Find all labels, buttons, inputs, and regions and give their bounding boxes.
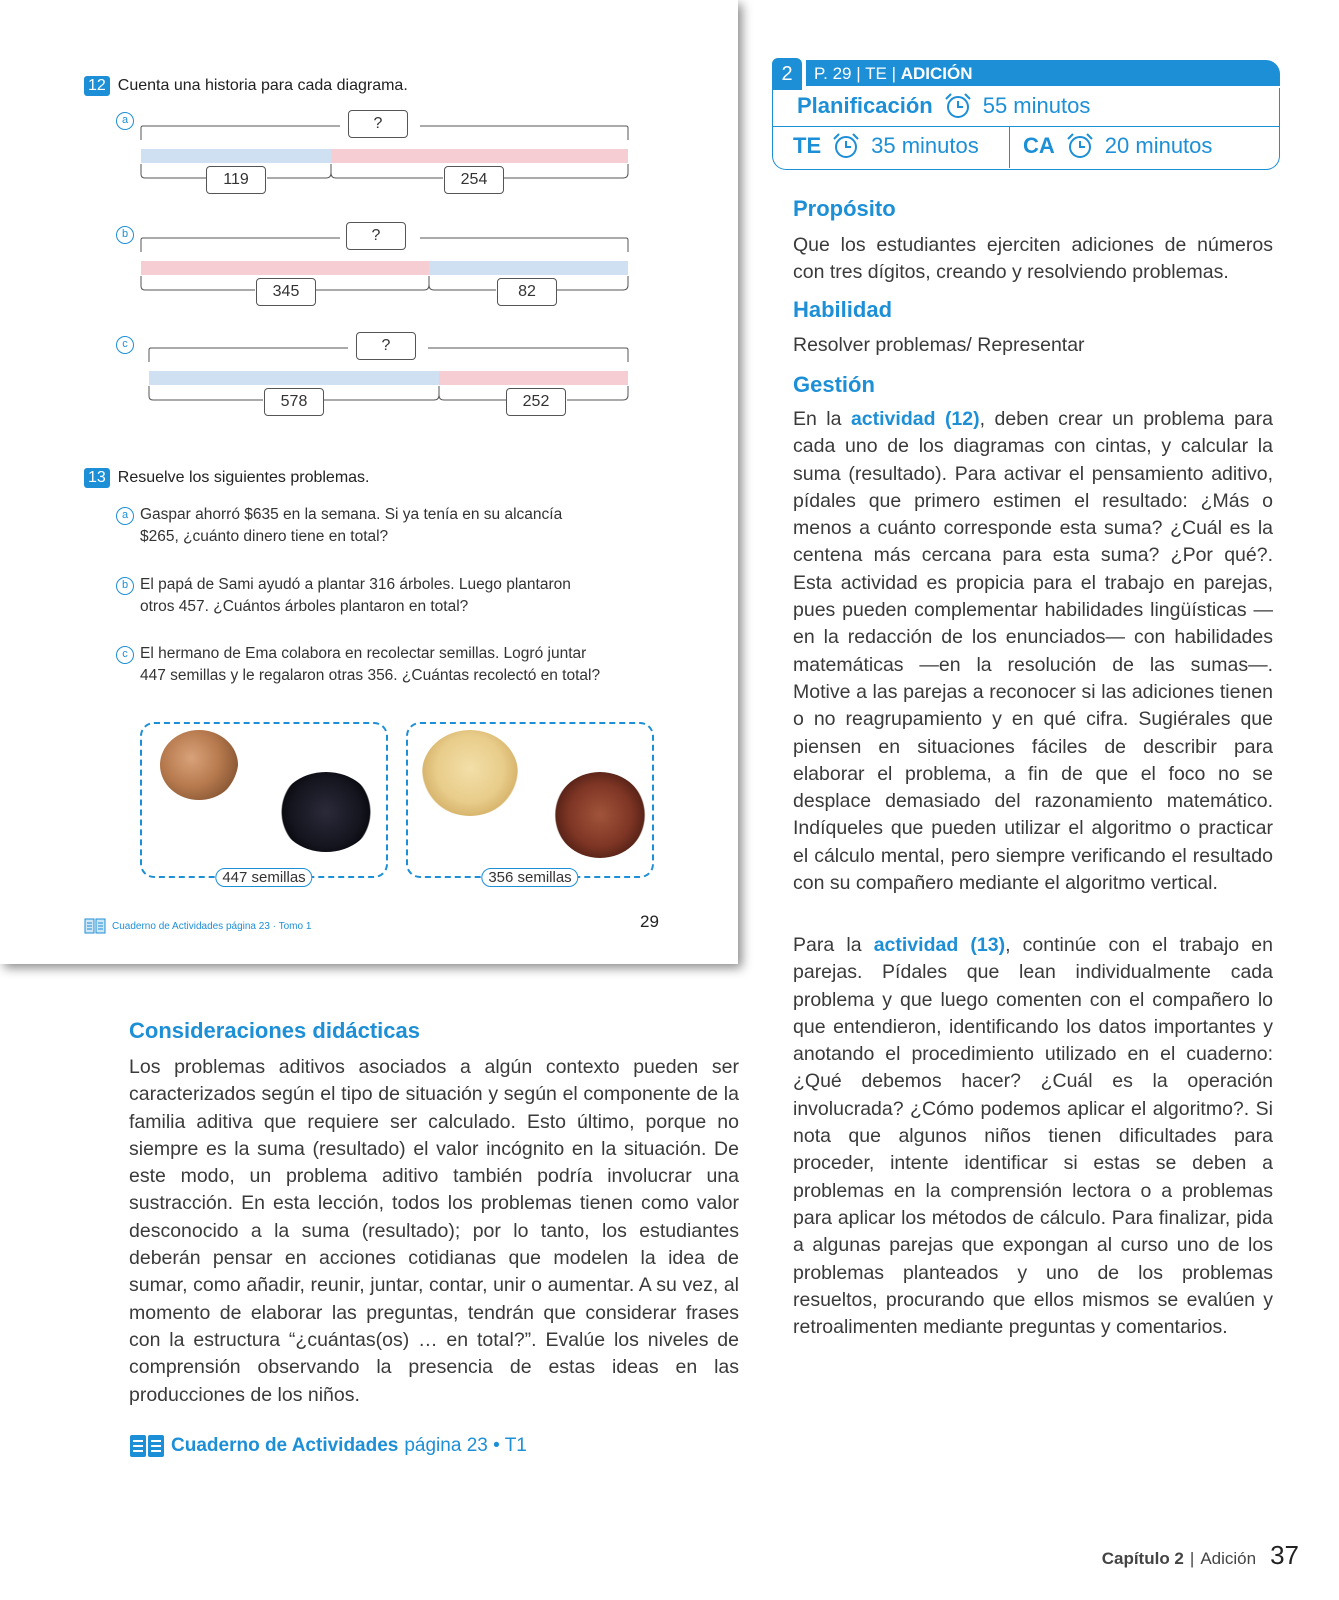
header-te: TE xyxy=(865,64,887,83)
ca-time-cell xyxy=(1023,132,1212,160)
gestion-heading: Gestión xyxy=(793,372,875,397)
tape-segment-right xyxy=(429,261,628,275)
chapter-footer xyxy=(1102,1540,1299,1571)
diagram-letter: c xyxy=(116,336,134,354)
text-run: , continúe con el trabajo en parejas. Pídales que lean individualmente cada problema y que luego comenten con el compañero lo que entendieron, identificando los datos importantes y anotando el procedimiento utilizado en el cuaderno: ¿Qué debemos hacer? ¿Cuál es la operación involucrada? ¿Cómo podemos aplicar el algoritmo?. Si nota que algunos niños tienen dificultades para proceder, intente identificar si estas se deben a problemas en la comprensión lectora o a problemas para aplicar los métodos de cálculo. Para finalizar, pida a algunas parejas que expongan al curso uno de los problemas planteados y uno de los problemas resueltos, procurando que ellos mismos se evalúen y retroalimenten mediante preguntas y comentarios. xyxy=(793,934,1273,1339)
black-bean-seeds-image xyxy=(278,772,374,852)
chickpea-seeds-image xyxy=(422,730,518,816)
tape-diagram-c xyxy=(148,334,638,414)
problem-b xyxy=(116,574,676,618)
planificacion-label: Planificación xyxy=(797,93,933,118)
lesson-header: P. 29 | TE | ADICIÓN xyxy=(806,60,1280,86)
gestion-paragraph-2 xyxy=(793,932,1273,1341)
book-icon xyxy=(84,918,106,934)
total-unknown-box: ? xyxy=(356,332,416,360)
activity-title: Cuenta una historia para cada diagrama. xyxy=(117,77,408,94)
tape-segment-left xyxy=(149,371,439,385)
grid-divider xyxy=(1009,126,1010,168)
problem-line: Gaspar ahorró $635 en la semana. Si ya tenía en su alcancía xyxy=(140,506,563,523)
activity-13-heading xyxy=(84,468,369,488)
problem-letter: b xyxy=(116,577,134,595)
tape-segment-left xyxy=(141,261,429,275)
tape-segment-left xyxy=(141,149,331,163)
problem-a xyxy=(116,504,676,548)
text-run: Para la xyxy=(793,934,874,956)
problem-line: El papá de Sami ayudó a plantar 316 árboles. Luego plantaron xyxy=(140,576,571,593)
activity-12-heading xyxy=(84,76,408,96)
seeds-photo-frame-1 xyxy=(140,722,388,886)
planificacion-time: 55 minutos xyxy=(982,93,1091,118)
proposito-text: Que los estudiantes ejerciten adiciones de números con tres dígitos, creando y resolviendo problemas. xyxy=(793,234,1273,284)
total-unknown-box: ? xyxy=(346,222,406,250)
tape-diagram-b xyxy=(140,224,630,304)
text-run: , deben crear un problema para cada uno de los diagramas con cintas, y calcular la suma (resultado). Para activar el pensamiento aditivo, pídales que primero estimen el resultado: ¿Más o menos a cuánto corresponde esta suma? ¿Cuál es la centena más cercana para esta suma? ¿Por qué?. Esta actividad es propicia para el trabajo en parejas, pues pueden complementar habilidades lingüísticas —en la redacción de los enunciados— con habilidades matemáticas —en la resolución de las sumas—. Motive a las parejas a reconocer si las adiciones tienen o no reagrupamiento y en qué cifra. Sugiérales que piensen en situaciones fáciles de describir para elaborar el problema, a fin de que el foco no se desplace demasiado del razonamiento matemático. Indíqueles que pueden utilizar el algoritmo o practicar el cálculo mental, pero siempre verificando el resultado con su compañero mediante el algoritmo vertical. xyxy=(793,408,1273,895)
almond-seeds-image xyxy=(160,730,238,800)
diagram-letter: a xyxy=(116,112,134,130)
left-value-box: 345 xyxy=(256,278,316,306)
time-grid xyxy=(772,88,1280,170)
tape-segment-right xyxy=(439,371,628,385)
habilidad-heading: Habilidad xyxy=(793,297,893,322)
right-value-box: 82 xyxy=(497,278,557,306)
activity-12-reference: actividad (12) xyxy=(850,408,980,430)
problem-c xyxy=(116,643,676,687)
grid-divider xyxy=(773,126,1279,127)
tape-diagram-a xyxy=(140,112,630,192)
footer-separator: | xyxy=(1189,1549,1195,1568)
activity-title: Resuelve los siguientes problemas. xyxy=(117,469,370,486)
activity-13-reference: actividad (13) xyxy=(873,934,1006,956)
problem-line: El hermano de Ema colabora en recolectar semillas. Logró juntar xyxy=(140,645,587,662)
problem-line: $265, ¿cuánto dinero tiene en total? xyxy=(140,528,389,545)
consideraciones-heading: Consideraciones didácticas xyxy=(129,1018,420,1043)
header-topic: ADICIÓN xyxy=(900,64,973,83)
page-number: 37 xyxy=(1270,1540,1299,1570)
workbook-link[interactable] xyxy=(129,1434,527,1458)
activity-number-badge: 13 xyxy=(84,468,110,488)
problem-line: otros 457. ¿Cuántos árboles plantaron en total? xyxy=(140,598,469,615)
tape-segment-right xyxy=(331,149,628,163)
seed-count-label: 356 semillas xyxy=(481,868,578,887)
chapter-tab: 2 xyxy=(772,58,802,90)
te-time-cell xyxy=(793,132,979,160)
problem-line: 447 semillas y le regalaron otras 356. ¿Cuántas recolectó en total? xyxy=(140,667,601,684)
problem-letter: c xyxy=(116,646,134,664)
header-page: P. 29 xyxy=(814,64,852,83)
student-page-inset xyxy=(0,0,738,964)
seeds-photo-frame-2 xyxy=(406,722,654,886)
book-icon xyxy=(129,1434,165,1458)
consideraciones-text: Los problemas aditivos asociados a algún contexto pueden ser caracterizados según el tipo de situación y según el componente de la familia aditiva que requiere ser calculado. Esto último, porque no siempre es la suma (resultado) el valor incógnito en la situación. De este modo, un problema aditivo también podría involucrar una sustracción. En esta lección, todos los problemas tienen como valor desconocido a la suma (resultado); por lo tanto, los estudiantes deberán pensar en acciones cotidianas que modelen la idea de sumar, como añadir, reunir, juntar, contar, unir o aumentar. A su vez, al momento de elaborar las preguntas, tendrán que considerar frases con la estructura “¿cuántas(os) … en total?”. Evalúe los niveles de comprensión observando la presencia de estas ideas en las producciones de los niños. xyxy=(129,1056,739,1406)
te-time: 35 minutos xyxy=(871,133,979,158)
ca-time: 20 minutos xyxy=(1104,133,1213,158)
habilidad-text: Resolver problemas/ Representar xyxy=(793,334,1085,356)
text-run: En la xyxy=(793,408,851,430)
alarm-clock-icon xyxy=(831,132,861,160)
diagram-letter: b xyxy=(116,226,134,244)
proposito-heading: Propósito xyxy=(793,196,896,221)
workbook-link-title: Cuaderno de Actividades xyxy=(171,1435,399,1456)
left-value-box: 578 xyxy=(264,388,324,416)
footer-topic: Adición xyxy=(1200,1549,1257,1568)
alarm-clock-icon xyxy=(1065,132,1095,160)
student-page-number: 29 xyxy=(640,912,659,931)
red-bean-seeds-image xyxy=(554,772,646,858)
right-value-box: 252 xyxy=(506,388,566,416)
seed-count-label: 447 semillas xyxy=(215,868,312,887)
te-label: TE xyxy=(793,133,822,158)
workbook-reference-text: Cuaderno de Actividades página 23 · Tomo 1 xyxy=(112,920,312,932)
alarm-clock-icon xyxy=(943,92,973,120)
chapter-label: Capítulo 2 xyxy=(1101,1549,1184,1568)
ca-label: CA xyxy=(1023,133,1055,158)
left-value-box: 119 xyxy=(206,166,266,194)
workbook-link-page: página 23 • T1 xyxy=(404,1435,527,1456)
activity-number-badge: 12 xyxy=(84,76,110,96)
workbook-reference xyxy=(84,918,311,934)
right-value-box: 254 xyxy=(444,166,504,194)
total-unknown-box: ? xyxy=(348,110,408,138)
gestion-paragraph-1 xyxy=(793,406,1273,897)
problem-letter: a xyxy=(116,507,134,525)
planificacion-row xyxy=(797,92,1090,120)
